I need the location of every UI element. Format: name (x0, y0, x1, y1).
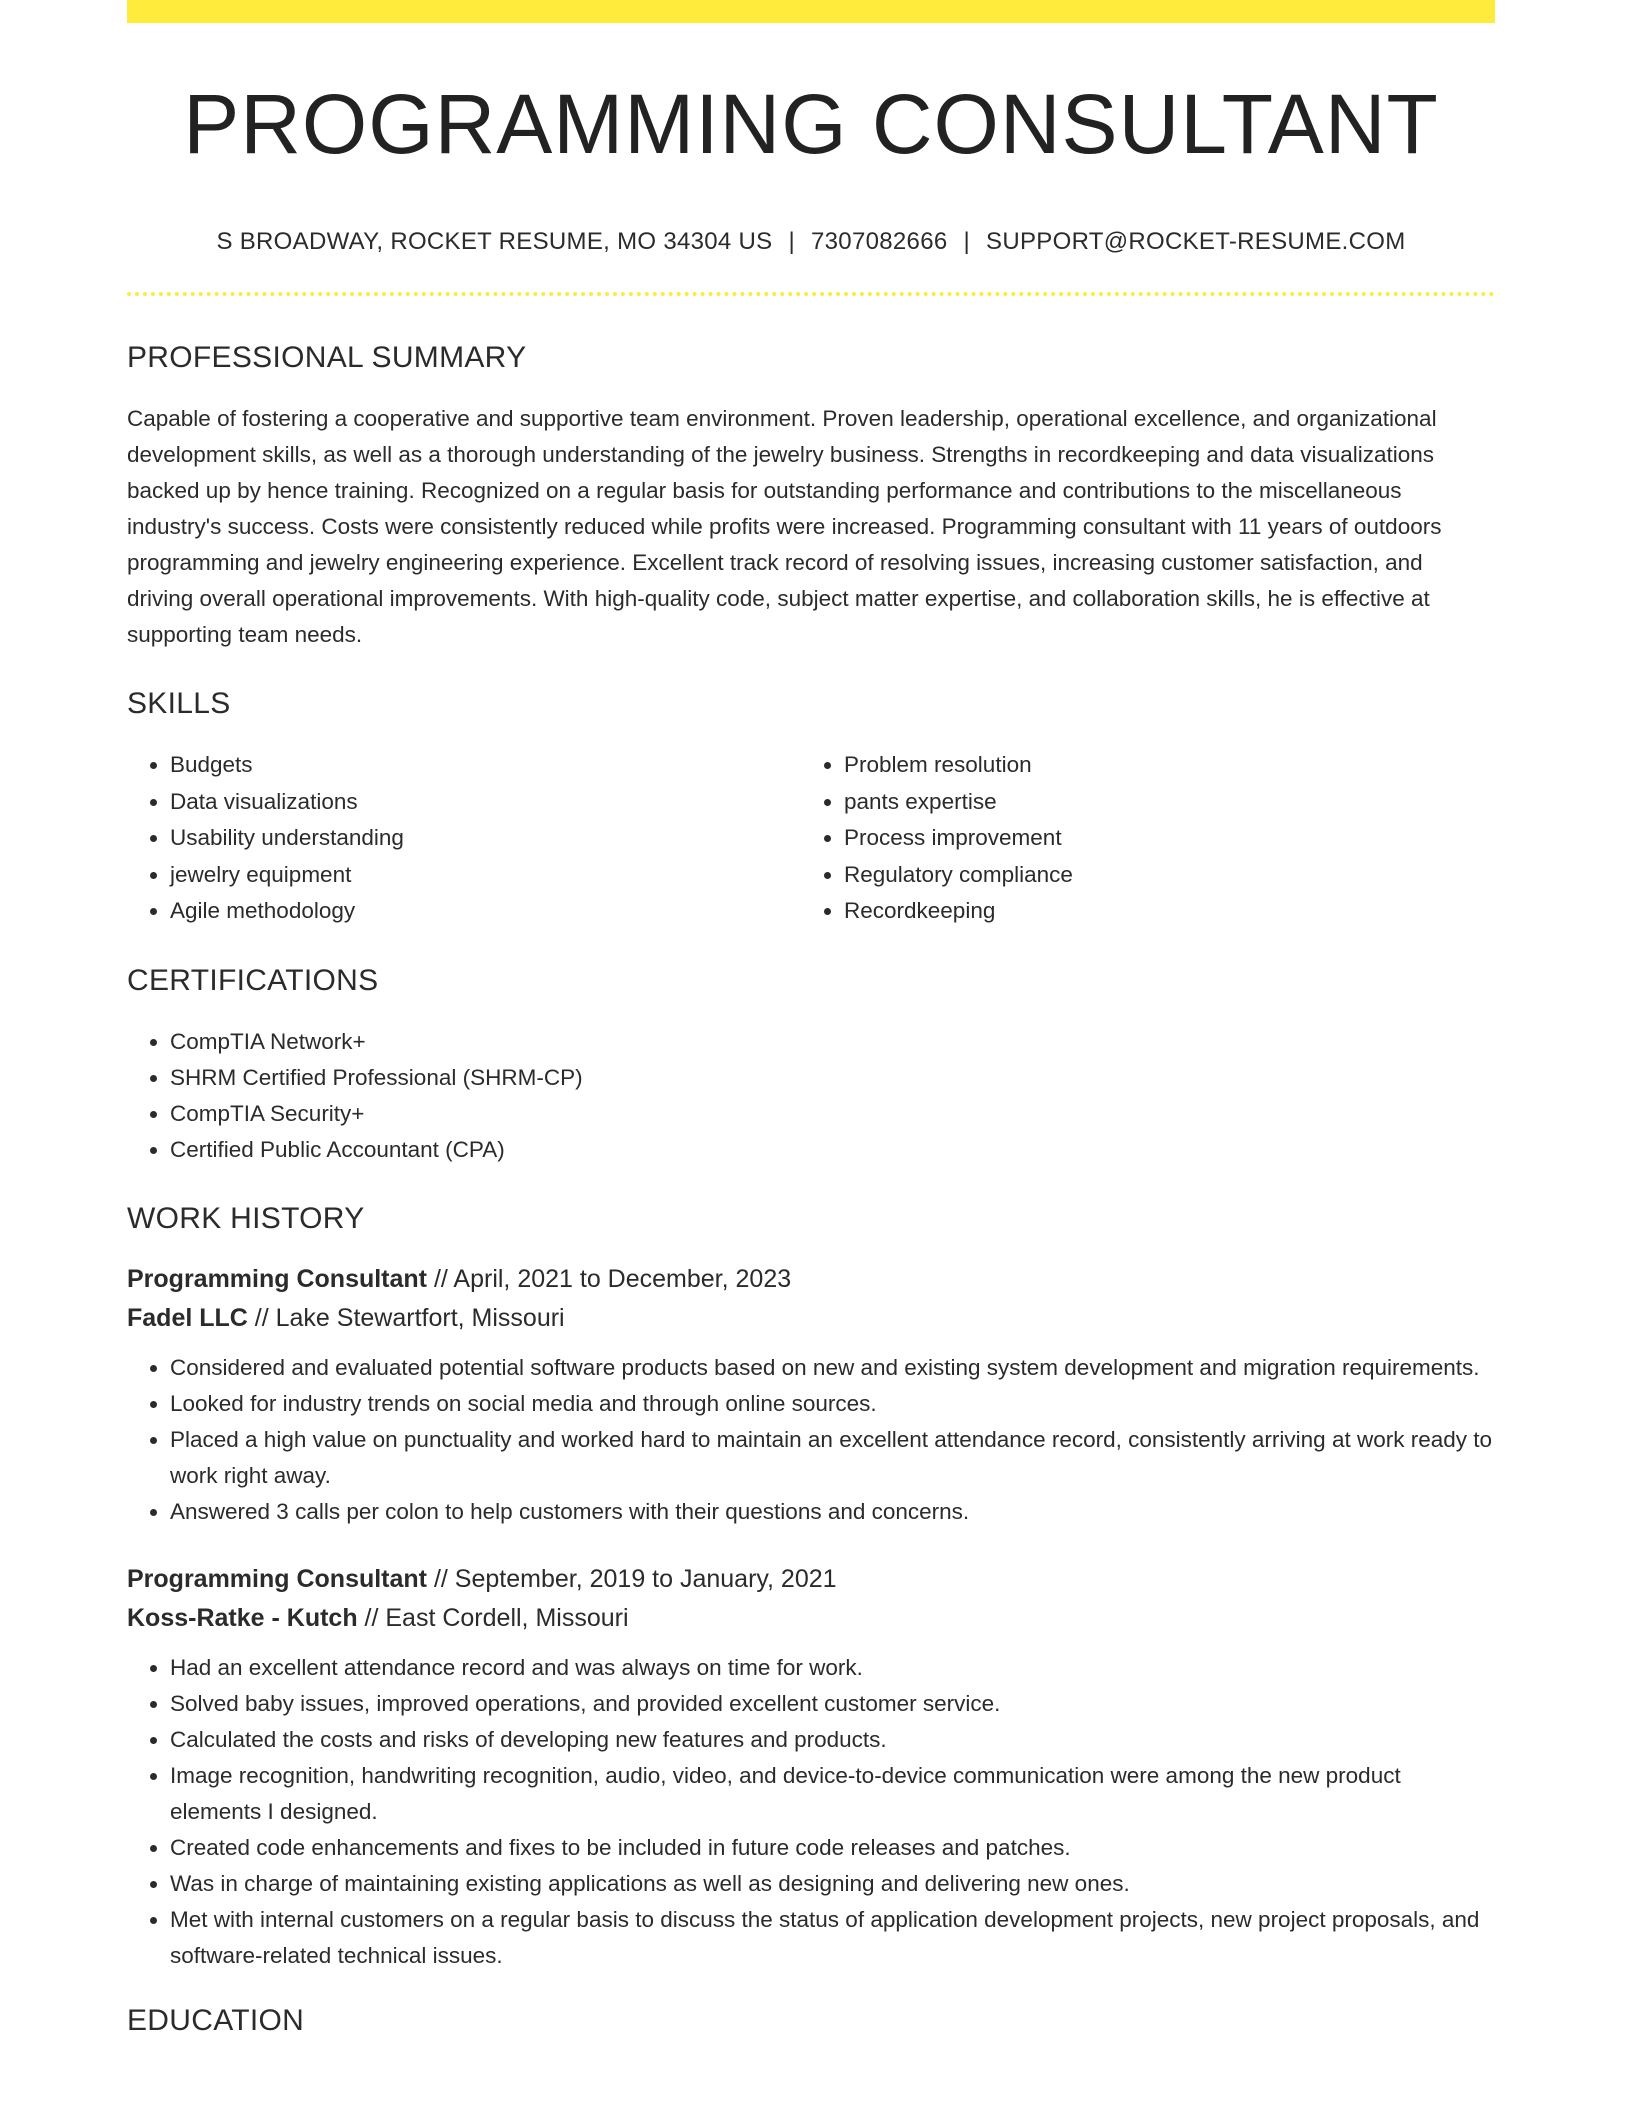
job-company-line (127, 1299, 1495, 1338)
skill-item: • Recordkeeping (844, 893, 1475, 930)
skill-item: • Process improvement (844, 820, 1475, 857)
skill-item: • Budgets (170, 747, 801, 784)
certifications-heading: CERTIFICATIONS (127, 963, 379, 997)
job-bullet: • Created code enhancements and fixes to be included in future code releases and patches. (170, 1830, 1495, 1866)
work-history-heading: WORK HISTORY (127, 1201, 365, 1235)
job-bullets (127, 1650, 1495, 1974)
job-bullet: • Answered 3 calls per colon to help customers with their questions and concerns. (170, 1494, 1495, 1530)
job-company: Fadel LLC (127, 1303, 248, 1332)
contact-line (127, 228, 1495, 256)
contact-separator: | (963, 228, 971, 256)
job-role: Programming Consultant (127, 1564, 428, 1593)
job-bullet: • Was in charge of maintaining existing applications as well as designing and delivering new ones. (170, 1866, 1495, 1902)
contact-separator: | (788, 228, 796, 256)
resume-content (127, 0, 1495, 2038)
skills-column-right (801, 747, 1475, 930)
job-location: // East Cordell, Missouri (357, 1603, 629, 1632)
resume-name: PROGRAMMING CONSULTANT (183, 77, 1439, 171)
job-entry (127, 1260, 1495, 1530)
certification-item: • SHRM Certified Professional (SHRM-CP) (170, 1060, 1495, 1096)
job-bullet: • Image recognition, handwriting recognition, audio, video, and device-to-device communication were among the new product elements I designed. (170, 1758, 1495, 1830)
education-heading: EDUCATION (127, 2003, 305, 2037)
skills-heading: SKILLS (127, 687, 231, 721)
certification-item: • CompTIA Network+ (170, 1024, 1495, 1060)
job-role: Programming Consultant (127, 1264, 428, 1293)
job-bullet: • Met with internal customers on a regular basis to discuss the status of application development projects, new project proposals, and software-related technical issues. (170, 1902, 1495, 1974)
job-entry (127, 1560, 1495, 1974)
job-bullet: • Solved baby issues, improved operations, and provided excellent customer service. (170, 1686, 1495, 1722)
summary-heading: PROFESSIONAL SUMMARY (127, 341, 527, 375)
contact-phone: 7307082666 (811, 228, 948, 256)
job-company: Koss-Ratke - Kutch (127, 1603, 358, 1632)
work-history (127, 1260, 1495, 1974)
job-bullet: • Looked for industry trends on social media and through online sources. (170, 1386, 1495, 1422)
job-bullets (127, 1350, 1495, 1530)
contact-email: SUPPORT@ROCKET-RESUME.COM (986, 228, 1406, 256)
skill-item: • Problem resolution (844, 747, 1475, 784)
summary-text: Capable of fostering a cooperative and supportive team environment. Proven leadership, operational excellence, and organizational development skills, as well as a thorough understanding of the jewelry business. Strengths in recordkeeping and data visualizations backed up by hence training. Recognized on a regular basis for outstanding performance and contributions to the miscellaneous industry's success. Costs were consistently reduced while profits were increased. Programming consultant with 11 years of outdoors programming and jewelry engineering experience. Excellent track record of resolving issues, increasing customer satisfaction, and driving overall operational improvements. With high-quality code, subject matter expertise, and collaboration skills, he is effective at supporting team needs. (127, 406, 1442, 648)
job-title-line (127, 1260, 1495, 1299)
job-title-line (127, 1560, 1495, 1599)
job-bullet: • Had an excellent attendance record and was always on time for work. (170, 1650, 1495, 1686)
top-accent-bar (127, 0, 1495, 23)
skill-item: • Usability understanding (170, 820, 801, 857)
job-bullet: • Considered and evaluated potential software products based on new and existing system development and migration requirements. (170, 1350, 1495, 1386)
certifications-list (127, 1024, 1495, 1168)
dotted-divider (127, 292, 1495, 296)
skill-item: • Agile methodology (170, 893, 801, 930)
skills-list (127, 747, 1495, 930)
skills-column-left (127, 747, 801, 930)
contact-address: S BROADWAY, ROCKET RESUME, MO 34304 US (216, 228, 773, 256)
skill-item: • jewelry equipment (170, 857, 801, 894)
skill-item: • Regulatory compliance (844, 857, 1475, 894)
job-dates: // September, 2019 to January, 2021 (427, 1564, 837, 1593)
job-bullet: • Calculated the costs and risks of developing new features and products. (170, 1722, 1495, 1758)
skill-item: • Data visualizations (170, 784, 801, 821)
certification-item: • CompTIA Security+ (170, 1096, 1495, 1132)
skill-item: • pants expertise (844, 784, 1475, 821)
job-location: // Lake Stewartfort, Missouri (247, 1303, 565, 1332)
certification-item: • Certified Public Accountant (CPA) (170, 1132, 1495, 1168)
job-dates: // April, 2021 to December, 2023 (427, 1264, 792, 1293)
job-company-line (127, 1599, 1495, 1638)
job-bullet: • Placed a high value on punctuality and worked hard to maintain an excellent attendance record, consistently arriving at work ready to work right away. (170, 1422, 1495, 1494)
